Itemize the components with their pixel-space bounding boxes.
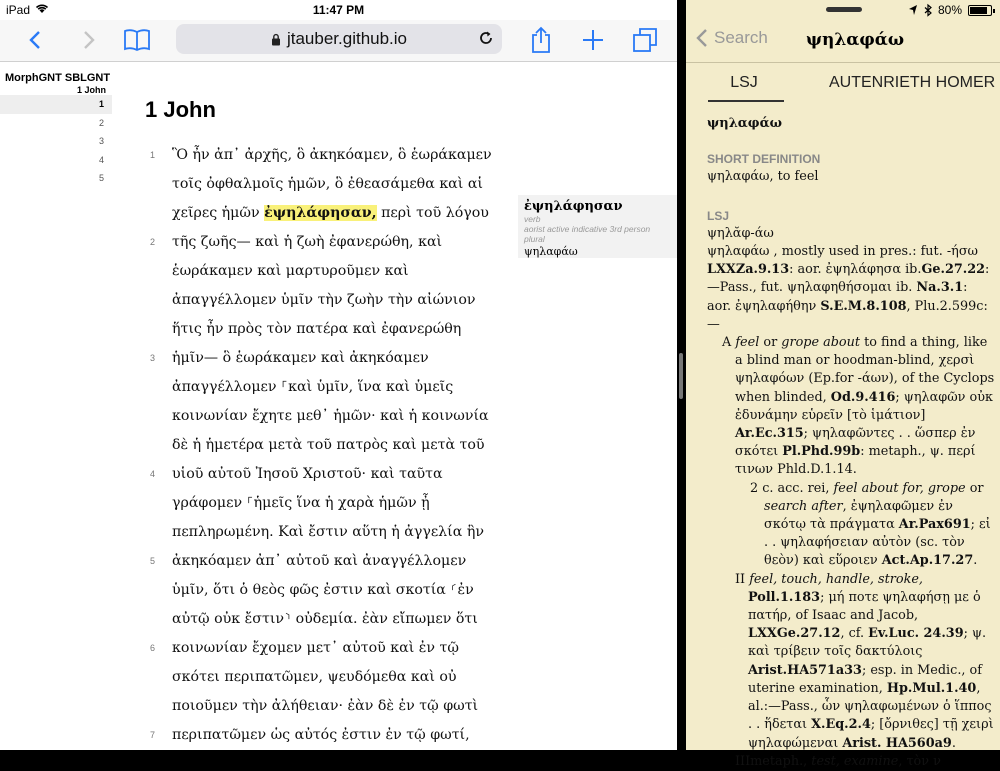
device-label: iPad [6,3,31,17]
text-line [150,605,495,634]
split-view-divider[interactable] [677,0,686,750]
sense-a: A feel or grope about to find a thing, like a blind man or hoodman-blind, χερσὶ ψηλαφόων (Ep.for -άων), of the Cyclops when blinded, Od.9.416; ψηλαφῶν οὐκ ἐδυνάμην εὑρεῖν [τὸ ἱμάτιον] Ar.Ec.315; ψηλαφῶντες . . ὥσπερ ἐν σκότει Pl.Phd.99b: metaph., ψ. περί τινων Phld.D.1.14. [722,335,995,478]
greek-words[interactable]: ἀκηκόαμεν ἀπ᾽ αὐτοῦ καὶ ἀναγγέλλομεν [172,553,467,569]
address-bar[interactable] [176,24,502,54]
greek-words[interactable]: κοινωνίαν ἔχομεν μετ᾽ αὐτοῦ καὶ ἐν τῷ [172,640,459,656]
sense-ii: II feel, touch, handle, stroke, Poll.1.183; μή ποτε ψηλαφήσῃ με ὁ πατήρ, of Isaac and Jacob, LXXGe.27.12, cf. Ev.Luc. 24.39; ψ. καὶ τρίβειν τοῖς δακτύλοις Arist.HA571a33; esp. in Medic., of uterine examination, Hp.Mul.1.40, al.:—Pass., ὧν ψηλαφωμένων ὁ ἵππος . . ἥδεται X.Eq.2.4; [ὄρνιθες] τῇ χειρὶ ψηλαφώμεναι Arist. HA560a9. [735,571,994,751]
sense-iii: IIImetaph., test, examine, τὸν ν [735,753,941,769]
dictionary-pane [686,0,1000,769]
text-line [150,170,495,199]
bluetooth-icon [924,4,932,17]
greek-words[interactable]: ἡμῖν— ὃ ἑωράκαμεν καὶ ἀκηκόαμεν [172,350,429,366]
active-tab-indicator [708,100,784,102]
citation-link[interactable]: Od.9.416 [830,389,896,405]
text-line [150,257,495,286]
citation-link[interactable]: Ge.27.22 [921,262,986,278]
text-line [150,576,495,605]
text-line [150,315,495,344]
greek-words[interactable]: υἱοῦ αὐτοῦ Ἰησοῦ Χριστοῦ· καὶ ταῦτα [172,466,443,482]
citation-link[interactable]: Arist. HA560a9 [842,735,952,751]
tab-lsj-label: LSJ [730,74,758,91]
greek-words[interactable]: Ὃ ἦν ἀπ᾽ ἀρχῆς, ὃ ἀκηκόαμεν, ὃ ἑωράκαμεν [172,147,492,163]
safari-toolbar [0,20,677,62]
greek-words[interactable]: δὲ ἡ ἡμετέρα μετὰ τοῦ πατρὸς καὶ μετὰ τοῦ [172,437,485,453]
entry-line: aor. ἐψηλαφήθην S.E.M.8.108, Plu.2.599c: [707,298,988,314]
text-line [150,141,495,170]
headword: ψηλαφάω [707,116,782,131]
forward-button[interactable] [78,26,100,54]
citation-link[interactable]: Na.3.1 [916,280,964,296]
page-title: 1 John [145,97,216,122]
verse-link-5[interactable]: 5 [98,173,104,183]
citation-link[interactable]: Ar.Pax691 [898,517,971,533]
greek-words[interactable]: τοῖς ὀφθαλμοῖς ἡμῶν, ὃ ἐθεασάμεθα καὶ αἱ [172,176,483,192]
text-line [150,199,495,228]
share-icon [530,26,552,54]
text-line [150,373,495,402]
url-text: jtauber.github.io [286,29,408,48]
greek-words[interactable]: ἑωράκαμεν καὶ μαρτυροῦμεν καὶ [172,263,409,279]
location-arrow-icon [908,4,918,16]
book-icon [123,28,151,52]
citation-link[interactable]: Ar.Ec.315 [735,426,804,442]
citation-link[interactable]: Arist.HA571a33 [748,662,862,678]
dictionary-nav-bar [686,28,1000,58]
greek-words[interactable]: γράφομεν ⸀ἡμεῖς ἵνα ἡ χαρὰ ἡμῶν ᾖ [172,495,430,511]
verse-number: 1 [150,150,156,160]
entry-line: ψηλαφάω , mostly used in pres.: fut. -ήσω [707,244,978,260]
greek-words[interactable]: ἀπαγγέλλομεν ⸀καὶ ὑμῖν, ἵνα καὶ ὑμεῖς [172,379,454,395]
greek-words[interactable]: ποιοῦμεν τὴν ἀλήθειαν· ἐὰν δὲ ἐν τῷ φωτὶ [172,698,479,714]
citation-link[interactable]: LXXZa.9.13 [707,262,790,278]
tab-lsj[interactable] [708,74,780,92]
citation-link[interactable]: LXXGe.27.12 [748,626,841,642]
text-line [150,228,495,257]
parse-popup [518,195,677,258]
status-bar [0,0,677,20]
text-line [150,344,495,373]
citation-link[interactable]: Pl.Phd.99b [782,444,861,460]
divider-handle[interactable] [679,353,683,399]
back-label: Search [714,28,768,47]
slide-over-grabber[interactable] [826,7,862,12]
chevron-right-icon [83,30,95,50]
text-line [150,402,495,431]
chevron-left-icon [29,30,41,50]
entry-line: — [707,316,720,332]
greek-words[interactable]: χεῖρες ἡμῶν [172,205,265,221]
text-line [150,547,495,576]
lemma-link[interactable]: ψηλαφάω [524,245,578,258]
lsj-form: ψηλᾰφ-άω [707,225,774,241]
lsj-label: LSJ [707,208,730,223]
text-line [150,489,495,518]
verse-number: 7 [150,730,156,740]
verse-link-3[interactable]: 3 [98,136,104,146]
greek-words[interactable]: ἥτις ἦν πρὸς τὸν πατέρα καὶ ἐφανερώθη [172,321,462,337]
greek-words[interactable]: πεπληρωμένη. Καὶ ἔστιν αὕτη ἡ ἀγγελία ἣν [172,524,484,540]
text-line [150,518,495,547]
citation-link[interactable]: Ev.Luc. 24.39 [868,626,964,642]
tabs-icon [632,27,658,53]
verse-link-1[interactable]: 1 [0,95,112,114]
verse-number: 2 [150,237,156,247]
plus-icon [582,29,604,51]
greek-words[interactable]: περὶ τοῦ λόγου [376,205,489,221]
parsed-word: ἐψηλάφησαν [524,199,623,214]
battery-percent: 80% [937,3,962,17]
battery-icon [968,5,992,16]
verse-navigation [0,72,112,188]
clock: 11:47 PM [312,3,365,17]
text-line [150,692,495,721]
verse-number: 5 [150,556,156,566]
edition-title: MorphGNT SBLGNT [5,72,111,84]
citation-link[interactable]: S.E.M.8.108 [820,298,907,314]
greek-words[interactable]: αὐτῷ οὐκ ἔστιν⸃ οὐδεμία. ἐὰν εἴπωμεν ὅτι [172,611,478,627]
text-line [150,634,495,663]
text-line [150,431,495,460]
verse-link-4[interactable]: 4 [98,154,104,165]
entry-title: ψηλαφάω [806,30,905,50]
verse-number: 4 [150,469,156,479]
new-tab-button[interactable] [580,26,606,54]
text-line [150,286,495,315]
entry-line: —Pass., fut. ψηλαφηθήσομαι ib. Na.3.1: [707,280,968,296]
text-line [150,663,495,692]
text-line [150,721,495,750]
citation-link[interactable]: Act.Ap.17.27 [881,553,974,569]
greek-words[interactable]: κοινωνίαν ἔχητε μεθ᾽ ἡμῶν· καὶ ἡ κοινωνία [172,408,489,424]
citation-link[interactable]: Poll.1.183 [748,589,821,605]
tabs-button[interactable] [632,26,658,54]
status-right [908,3,992,17]
tab-autenrieth-homer[interactable]: AUTENRIETH HOMER [829,74,996,91]
verse-number: 3 [150,353,156,363]
short-definition-label: SHORT DEFINITION [707,152,821,167]
parsing: aorist active indicative 3rd person plural [524,224,651,244]
greek-words[interactable]: σκότει περιπατῶμεν, ψευδόμεθα καὶ οὐ [172,669,457,685]
greek-words[interactable]: τῆς ζωῆς— καὶ ἡ ζωὴ ἐφανερώθη, καὶ [172,234,443,250]
reload-icon[interactable] [478,30,494,46]
short-definition: ψηλαφάω, to feel [707,169,819,185]
citation-link[interactable]: X.Eq.2.4 [811,717,871,733]
nav-divider [686,62,1000,63]
text-line [150,460,495,489]
greek-words[interactable]: περιπατῶμεν ὡς αὐτός ἐστιν ἐν τῷ φωτί, [172,727,470,743]
entry-line: LXXZa.9.13: aor. ἐψηλάφησα ib.Ge.27.22: [707,262,990,278]
verse-number: 6 [150,643,156,653]
greek-words[interactable]: ἀπαγγέλλομεν ὑμῖν τὴν ζωὴν τὴν αἰώνιον [172,292,476,308]
greek-text [150,141,495,750]
share-button[interactable] [528,26,554,54]
citation-link[interactable]: Hp.Mul.1.40 [886,680,977,696]
chapter-label: 1 John [76,85,106,95]
dictionary-entry [707,115,997,771]
part-of-speech: verb [524,214,541,224]
back-button[interactable] [24,26,46,54]
sense-2: 2 c. acc. rei, feel about for, grope or search after, ἐψηλαφῶμεν ἐν σκότῳ τὰ πράγματα Ar.Pax691; εἰ . . ψηλαφήσειαν αὐτὸν (sc. τὸν θεὸν) καὶ εὕροιεν Act.Ap.17.27. [750,480,991,569]
lexicon-tabs [686,70,1000,104]
selected-word[interactable]: ἐψηλάφησαν, [264,205,377,221]
greek-words[interactable]: ὑμῖν, ὅτι ὁ θεὸς φῶς ἐστιν καὶ σκοτία ⸂ἐν [172,582,474,598]
bookmarks-button[interactable] [122,26,152,54]
verse-link-2[interactable]: 2 [98,117,104,128]
lock-icon [271,33,281,46]
